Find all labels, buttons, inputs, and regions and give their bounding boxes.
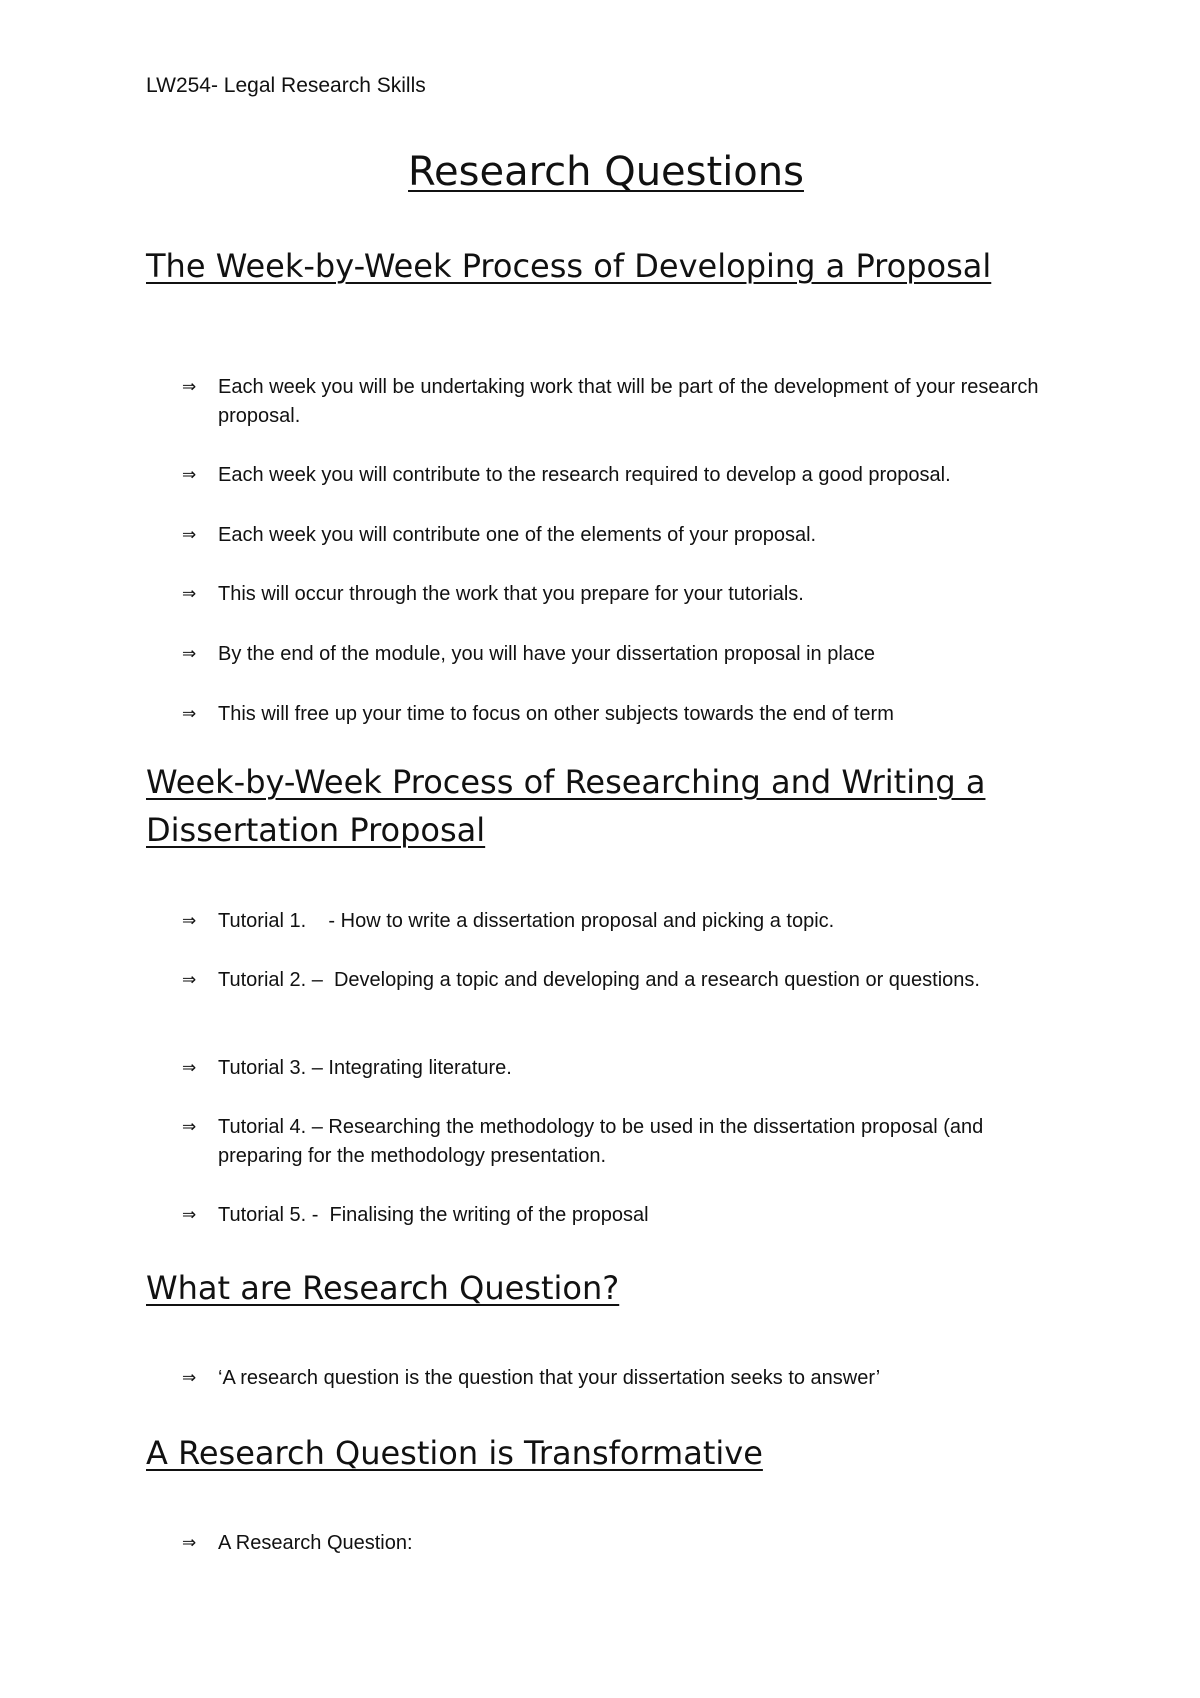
double-arrow-icon: ⇒ — [182, 584, 197, 604]
list-item-text: Tutorial 3. – Integrating literature. — [218, 1057, 512, 1079]
double-arrow-icon: ⇒ — [182, 1205, 197, 1225]
list-item-text: By the end of the module, you will have your dissertation proposal in place — [218, 643, 876, 665]
list-item-text: This will free up your time to focus on other subjects towards the end of term — [218, 703, 894, 725]
list-item-text: Tutorial 5. - Finalising the writing of the proposal — [218, 1204, 649, 1226]
list-item — [182, 700, 1062, 729]
double-arrow-icon: ⇒ — [182, 1058, 197, 1078]
list-item-text: Each week you will contribute to the research required to develop a good proposal. — [218, 464, 951, 486]
section-heading-what-are-research-questions: What are Research Question? — [146, 1269, 620, 1307]
document-title: Research Questions — [408, 149, 804, 195]
list-item-text: Tutorial 2. – Developing a topic and developing and a research question or questions. — [218, 969, 980, 991]
double-arrow-icon: ⇒ — [182, 1533, 197, 1553]
list-item — [182, 521, 1062, 550]
course-header: LW254- Legal Research Skills — [146, 74, 426, 97]
list-item-text: Tutorial 1. - How to write a dissertation proposal and picking a topic. — [218, 910, 835, 932]
list-item-text: A Research Question: — [218, 1532, 413, 1554]
double-arrow-icon: ⇒ — [182, 465, 197, 485]
list-item-text: Each week you will be undertaking work that will be part of the development of your research proposal. — [218, 376, 1045, 427]
list-item — [182, 1529, 1062, 1558]
list-item-text: Tutorial 4. – Researching the methodology to be used in the dissertation proposal (and preparing for the methodology presentation. — [218, 1116, 989, 1167]
list-item — [182, 461, 1062, 490]
list-item-text: This will occur through the work that you prepare for your tutorials. — [218, 583, 804, 605]
double-arrow-icon: ⇒ — [182, 970, 197, 990]
list-item — [182, 966, 1062, 995]
list-item — [182, 1201, 1062, 1230]
section-heading-developing-proposal: The Week-by-Week Process of Developing a Proposal — [146, 247, 992, 285]
double-arrow-icon: ⇒ — [182, 911, 197, 931]
double-arrow-icon: ⇒ — [182, 644, 197, 664]
list-item-text: Each week you will contribute one of the elements of your proposal. — [218, 524, 817, 546]
list-item — [182, 1113, 1062, 1171]
list-item — [182, 907, 1062, 936]
list-item-text: ‘A research question is the question that your dissertation seeks to answer’ — [218, 1367, 881, 1389]
list-item — [182, 1054, 1062, 1083]
list-item — [182, 1364, 1062, 1393]
double-arrow-icon: ⇒ — [182, 525, 197, 545]
section-heading-transformative: A Research Question is Transformative — [146, 1434, 763, 1472]
list-item — [182, 640, 1062, 669]
double-arrow-icon: ⇒ — [182, 1117, 197, 1137]
list-item — [182, 373, 1062, 431]
list-item — [182, 580, 1062, 609]
double-arrow-icon: ⇒ — [182, 1368, 197, 1388]
double-arrow-icon: ⇒ — [182, 704, 197, 724]
section-heading-researching-writing: Week-by-Week Process of Researching and Writing a Dissertation Proposal — [146, 763, 986, 849]
double-arrow-icon: ⇒ — [182, 377, 197, 397]
